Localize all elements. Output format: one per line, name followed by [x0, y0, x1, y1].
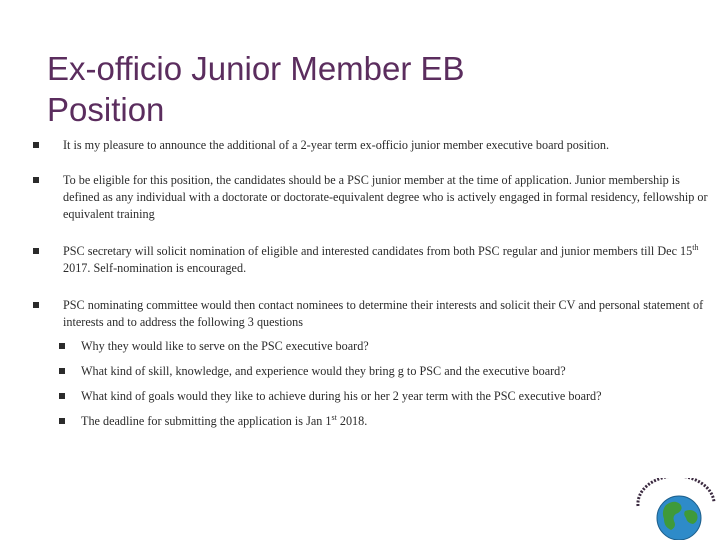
square-bullet-icon: [33, 248, 39, 254]
sub-bullet-text-after: 2018.: [336, 414, 368, 428]
square-bullet-icon: [59, 343, 65, 349]
sub-bullet-item-2: [33, 363, 718, 380]
sub-bullet-text: What kind of skill, knowledge, and experience would they bring g to PSC and the executive board?: [81, 364, 566, 378]
square-bullet-icon: [59, 393, 65, 399]
slide-title: [47, 48, 667, 130]
bullet-item-1: [33, 137, 718, 154]
square-bullet-icon: [33, 142, 39, 148]
sub-bullet-superscript: st: [331, 412, 337, 422]
globe-icon: [630, 478, 720, 540]
sub-bullet-item-1: [33, 338, 718, 355]
slide-title-line-2: Position: [47, 91, 165, 128]
bullet-text: PSC nominating committee would then contact nominees to determine their interests and solicit their CV and personal statement of interests and to address the following 3 questions: [63, 298, 704, 329]
square-bullet-icon: [33, 177, 39, 183]
slide-title-line-1: Ex-officio Junior Member EB: [47, 50, 465, 87]
bullet-list: [33, 137, 718, 430]
sub-bullet-item-3: [33, 388, 718, 405]
bullet-text: It is my pleasure to announce the additional of a 2-year term ex-officio junior member executive board position.: [63, 138, 610, 152]
square-bullet-icon: [59, 418, 65, 424]
sub-bullet-item-4: [33, 413, 718, 430]
square-bullet-icon: [59, 368, 65, 374]
bullet-item-3: [33, 243, 718, 277]
bullet-item-4: [33, 297, 718, 331]
bullet-text-before: PSC secretary will solicit nomination of eligible and interested candidates from both PSC regular and junior members till Dec 15: [63, 244, 693, 258]
bullet-superscript: th: [692, 242, 699, 252]
bullet-item-2: [33, 172, 718, 223]
square-bullet-icon: [33, 302, 39, 308]
sub-bullet-text-before: The deadline for submitting the application is Jan 1: [81, 414, 332, 428]
bullet-text-after: 2017. Self-nomination is encouraged.: [63, 261, 247, 275]
society-logo: [630, 478, 720, 540]
sub-bullet-text: Why they would like to serve on the PSC executive board?: [81, 339, 369, 353]
bullet-text: To be eligible for this position, the candidates should be a PSC junior member at the time of application. Junior membership is defined as any individual with a doctorate or doctorate-equivalent degree who is actively engaged in formal residency, fellowship or equivalent training: [63, 173, 708, 221]
sub-bullet-text: What kind of goals would they like to achieve during his or her 2 year term with the PSC executive board?: [81, 389, 602, 403]
